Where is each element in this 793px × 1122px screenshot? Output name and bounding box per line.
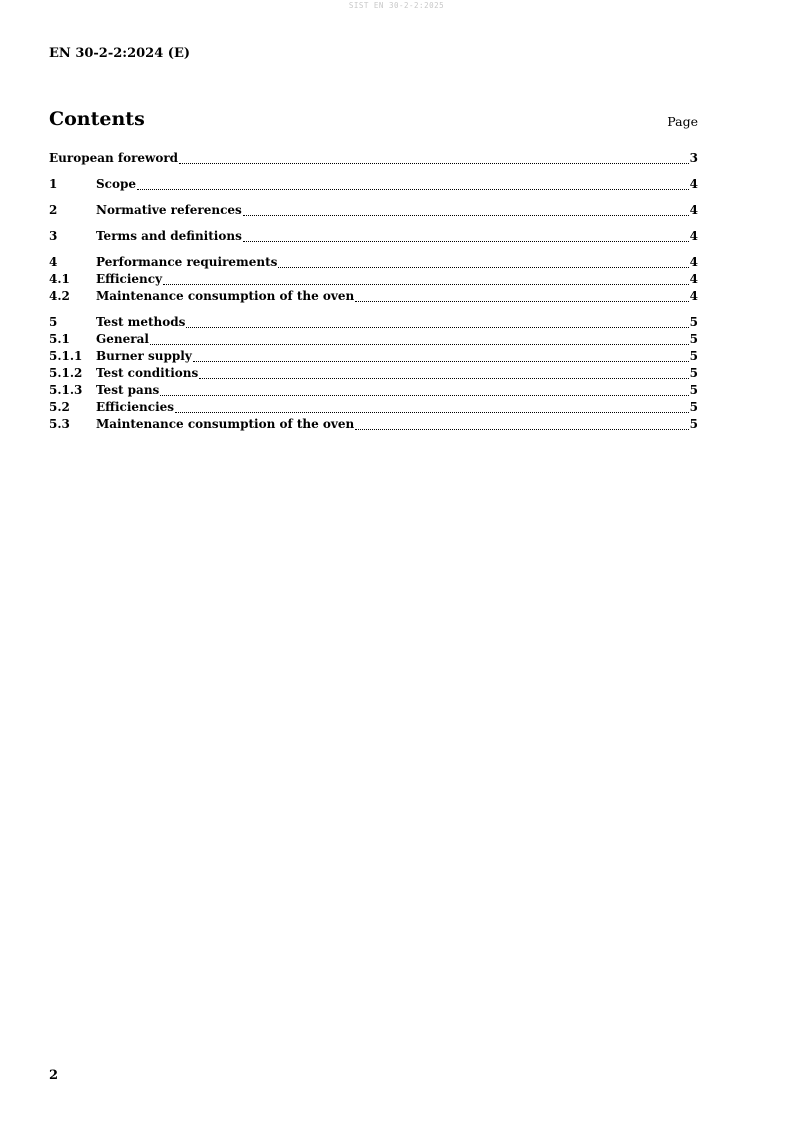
toc-group xyxy=(49,150,698,167)
toc-entry[interactable] xyxy=(49,314,698,331)
toc-dot-leader xyxy=(278,266,688,268)
toc-entry-title: European foreword xyxy=(49,151,179,165)
toc-entry[interactable] xyxy=(49,202,698,219)
toc-entry-page: 3 xyxy=(689,151,698,165)
toc-group xyxy=(49,254,698,305)
toc-entry-page: 5 xyxy=(689,315,698,329)
toc-dot-leader xyxy=(150,343,689,345)
toc-entry-number: 5.1.3 xyxy=(49,383,83,397)
toc-entry[interactable] xyxy=(49,365,698,382)
toc-entry[interactable] xyxy=(49,382,698,399)
toc-entry-page: 5 xyxy=(689,349,698,363)
toc-dot-leader xyxy=(199,377,688,379)
toc-dot-leader xyxy=(243,240,689,242)
toc-entry-number: 1 xyxy=(49,177,58,191)
watermark: SIST EN 30-2-2:2025 xyxy=(348,1,445,10)
table-of-contents xyxy=(49,150,698,442)
toc-entry-page: 4 xyxy=(689,272,698,286)
toc-dot-leader xyxy=(163,283,689,285)
toc-entry-number: 2 xyxy=(49,203,58,217)
document-id: EN 30-2-2:2024 (E) xyxy=(49,46,191,61)
toc-entry[interactable] xyxy=(49,254,698,271)
toc-entry-title: Maintenance consumption of the oven xyxy=(96,417,355,431)
toc-entry[interactable] xyxy=(49,331,698,348)
toc-entry-number: 5.1 xyxy=(49,332,70,346)
toc-entry-page: 4 xyxy=(689,177,698,191)
toc-entry[interactable] xyxy=(49,271,698,288)
toc-entry[interactable] xyxy=(49,416,698,433)
toc-entry-number: 4 xyxy=(49,255,58,269)
toc-dot-leader xyxy=(175,411,689,413)
toc-entry-page: 4 xyxy=(689,255,698,269)
toc-group xyxy=(49,314,698,433)
toc-dot-leader xyxy=(355,300,688,302)
toc-entry-title: Terms and definitions xyxy=(96,229,242,243)
toc-entry-number: 4.1 xyxy=(49,272,70,286)
toc-entry-title: Test methods xyxy=(96,315,186,329)
toc-entry-number: 5.2 xyxy=(49,400,70,414)
toc-entry-page: 5 xyxy=(689,417,698,431)
toc-entry[interactable] xyxy=(49,176,698,193)
toc-dot-leader xyxy=(137,188,689,190)
toc-group xyxy=(49,176,698,193)
toc-entry-page: 5 xyxy=(689,400,698,414)
toc-dot-leader xyxy=(193,360,689,362)
toc-dot-leader xyxy=(243,214,689,216)
toc-entry-page: 4 xyxy=(689,289,698,303)
contents-heading: Contents xyxy=(49,108,145,130)
toc-entry-title: Efficiency xyxy=(96,272,163,286)
toc-entry-page: 4 xyxy=(689,229,698,243)
toc-entry[interactable] xyxy=(49,399,698,416)
toc-group xyxy=(49,228,698,245)
toc-entry-title: Test pans xyxy=(96,383,160,397)
toc-entry-page: 4 xyxy=(689,203,698,217)
toc-entry-title: Normative references xyxy=(96,203,242,217)
toc-entry-number: 3 xyxy=(49,229,58,243)
toc-dot-leader xyxy=(160,394,688,396)
toc-entry-title: Test conditions xyxy=(96,366,199,380)
toc-dot-leader xyxy=(355,428,688,430)
toc-entry-number: 5.1.1 xyxy=(49,349,83,363)
toc-dot-leader xyxy=(186,326,688,328)
toc-entry-page: 5 xyxy=(689,332,698,346)
toc-entry-number: 5 xyxy=(49,315,58,329)
toc-entry[interactable] xyxy=(49,288,698,305)
toc-entry-page: 5 xyxy=(689,366,698,380)
toc-entry[interactable] xyxy=(49,150,698,167)
toc-entry-number: 5.3 xyxy=(49,417,70,431)
toc-group xyxy=(49,202,698,219)
toc-dot-leader xyxy=(179,162,689,164)
toc-entry[interactable] xyxy=(49,348,698,365)
toc-entry-title: Performance requirements xyxy=(96,255,278,269)
toc-entry-title: Scope xyxy=(96,177,137,191)
page-number: 2 xyxy=(49,1068,59,1083)
toc-entry[interactable] xyxy=(49,228,698,245)
toc-entry-number: 4.2 xyxy=(49,289,70,303)
toc-entry-title: Burner supply xyxy=(96,349,192,363)
page-column-label: Page xyxy=(667,114,698,129)
toc-entry-title: General xyxy=(96,332,149,346)
toc-entry-title: Maintenance consumption of the oven xyxy=(96,289,355,303)
toc-entry-title: Efficiencies xyxy=(96,400,175,414)
toc-entry-page: 5 xyxy=(689,383,698,397)
toc-entry-number: 5.1.2 xyxy=(49,366,83,380)
